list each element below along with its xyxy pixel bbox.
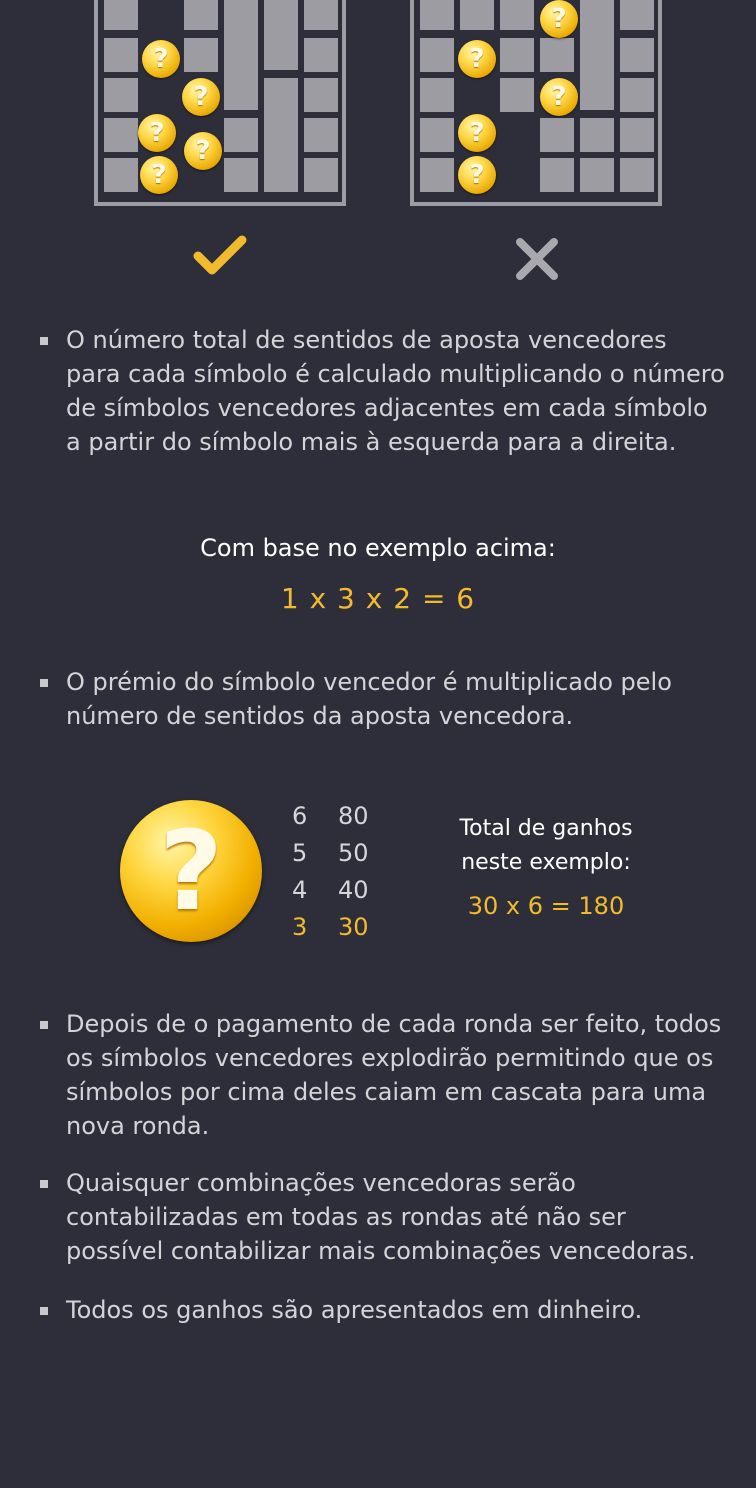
grid-cell: [104, 78, 138, 112]
scatter-coin-icon: ?: [142, 40, 180, 78]
grid-cell: [304, 118, 338, 152]
paytable-payout: 30: [338, 913, 369, 941]
paytable-payout: 80: [338, 802, 369, 830]
grid-cell: [620, 118, 654, 152]
total-label-line1: Total de ganhos: [459, 816, 633, 841]
grid-cell: [304, 0, 338, 30]
grid-cell: [304, 38, 338, 72]
paytable-count: 6: [292, 802, 308, 830]
bullet-icon: [40, 1307, 48, 1315]
bullet-icon: [40, 1180, 48, 1188]
paytable-count: 4: [292, 876, 308, 904]
grid-cell: [304, 78, 338, 112]
scatter-coin-icon: ?: [182, 78, 220, 116]
grid-cell: [540, 158, 574, 192]
example-grid-invalid: [410, 0, 662, 206]
scatter-coin-icon: ?: [458, 156, 496, 194]
scatter-coin-icon: ?: [458, 40, 496, 78]
grid-cell: [304, 158, 338, 192]
paytable-count: 5: [292, 839, 308, 867]
paytable-row: [292, 872, 369, 909]
rule-text: Quaisquer combinações vencedoras serão contabilizadas em todas as rondas até não ser possível contabilizar mais combinações vencedoras.: [66, 1169, 696, 1265]
grid-cell: [104, 158, 138, 192]
grid-cell: [460, 0, 494, 30]
example-grid-valid: [94, 0, 346, 206]
grid-cell: [224, 0, 258, 110]
rule-item: [66, 1007, 726, 1143]
scatter-coin-icon: ?: [140, 156, 178, 194]
rule-text: O prémio do símbolo vencedor é multiplicado pelo número de sentidos da aposta vencedora.: [66, 668, 672, 730]
rule-text: Todos os ganhos são apresentados em dinheiro.: [66, 1296, 643, 1324]
scatter-coin-icon: ?: [540, 0, 578, 38]
paytable-row: [292, 798, 369, 835]
rule-text: Depois de o pagamento de cada ronda ser feito, todos os símbolos vencedores explodirão permitindo que os símbolos por cima deles caiam em cascata para uma nova ronda.: [66, 1010, 722, 1140]
grid-cell: [500, 78, 534, 112]
paytable: [292, 798, 369, 946]
grid-cell: [500, 0, 534, 30]
grid-cell: [420, 78, 454, 112]
scatter-symbol-icon: [120, 800, 262, 942]
paytable-row: [292, 835, 369, 872]
grid-cell: [420, 0, 454, 30]
paytable-row-highlighted: [292, 909, 369, 946]
bullet-icon: [40, 1021, 48, 1029]
cross-icon: [514, 236, 560, 282]
rule-item: [66, 1293, 726, 1327]
grid-cell: [580, 0, 614, 110]
scatter-coin-icon: ?: [138, 114, 176, 152]
example-label: Com base no exemplo acima:: [200, 534, 556, 562]
total-label-line2: neste exemplo:: [461, 850, 631, 875]
rule-text: O número total de sentidos de aposta vencedores para cada símbolo é calculado multiplicando o número de símbolos vencedores adjacentes em cada símbolo a partir do símbolo mais à esquerda para a direita.: [66, 326, 725, 456]
example-formula: 1 x 3 x 2 = 6: [280, 582, 476, 615]
total-wins-box: [440, 812, 652, 920]
bullet-icon: [40, 337, 48, 345]
grid-cell: [184, 0, 218, 30]
rule-item: [66, 323, 726, 459]
paytable-count: 3: [292, 913, 308, 941]
scatter-coin-icon: ?: [184, 132, 222, 170]
grid-cell: [104, 38, 138, 72]
grid-cell: [224, 118, 258, 152]
paytable-payout: 50: [338, 839, 369, 867]
grid-cell: [620, 38, 654, 72]
symbol-glyph: ?: [159, 807, 223, 935]
grid-cell: [580, 118, 614, 152]
scatter-coin-icon: ?: [540, 78, 578, 116]
grid-cell: [264, 0, 298, 70]
grid-cell: [184, 38, 218, 72]
grid-cell: [620, 78, 654, 112]
grid-cell: [104, 118, 138, 152]
grid-cell: [420, 118, 454, 152]
grid-cell: [224, 158, 258, 192]
paytable-payout: 40: [338, 876, 369, 904]
grid-cell: [620, 158, 654, 192]
grid-cell: [540, 38, 574, 72]
grid-cell: [264, 78, 298, 192]
bullet-icon: [40, 679, 48, 687]
grid-cell: [620, 0, 654, 30]
grid-cell: [420, 158, 454, 192]
scatter-coin-icon: ?: [458, 114, 496, 152]
rule-item: [66, 665, 726, 733]
grid-cell: [540, 118, 574, 152]
grid-cell: [420, 38, 454, 72]
rule-item: [66, 1166, 726, 1268]
grid-cell: [500, 38, 534, 72]
check-icon: [192, 232, 248, 280]
grid-cell: [580, 158, 614, 192]
grid-cell: [104, 0, 138, 30]
total-formula: 30 x 6 = 180: [467, 892, 625, 920]
